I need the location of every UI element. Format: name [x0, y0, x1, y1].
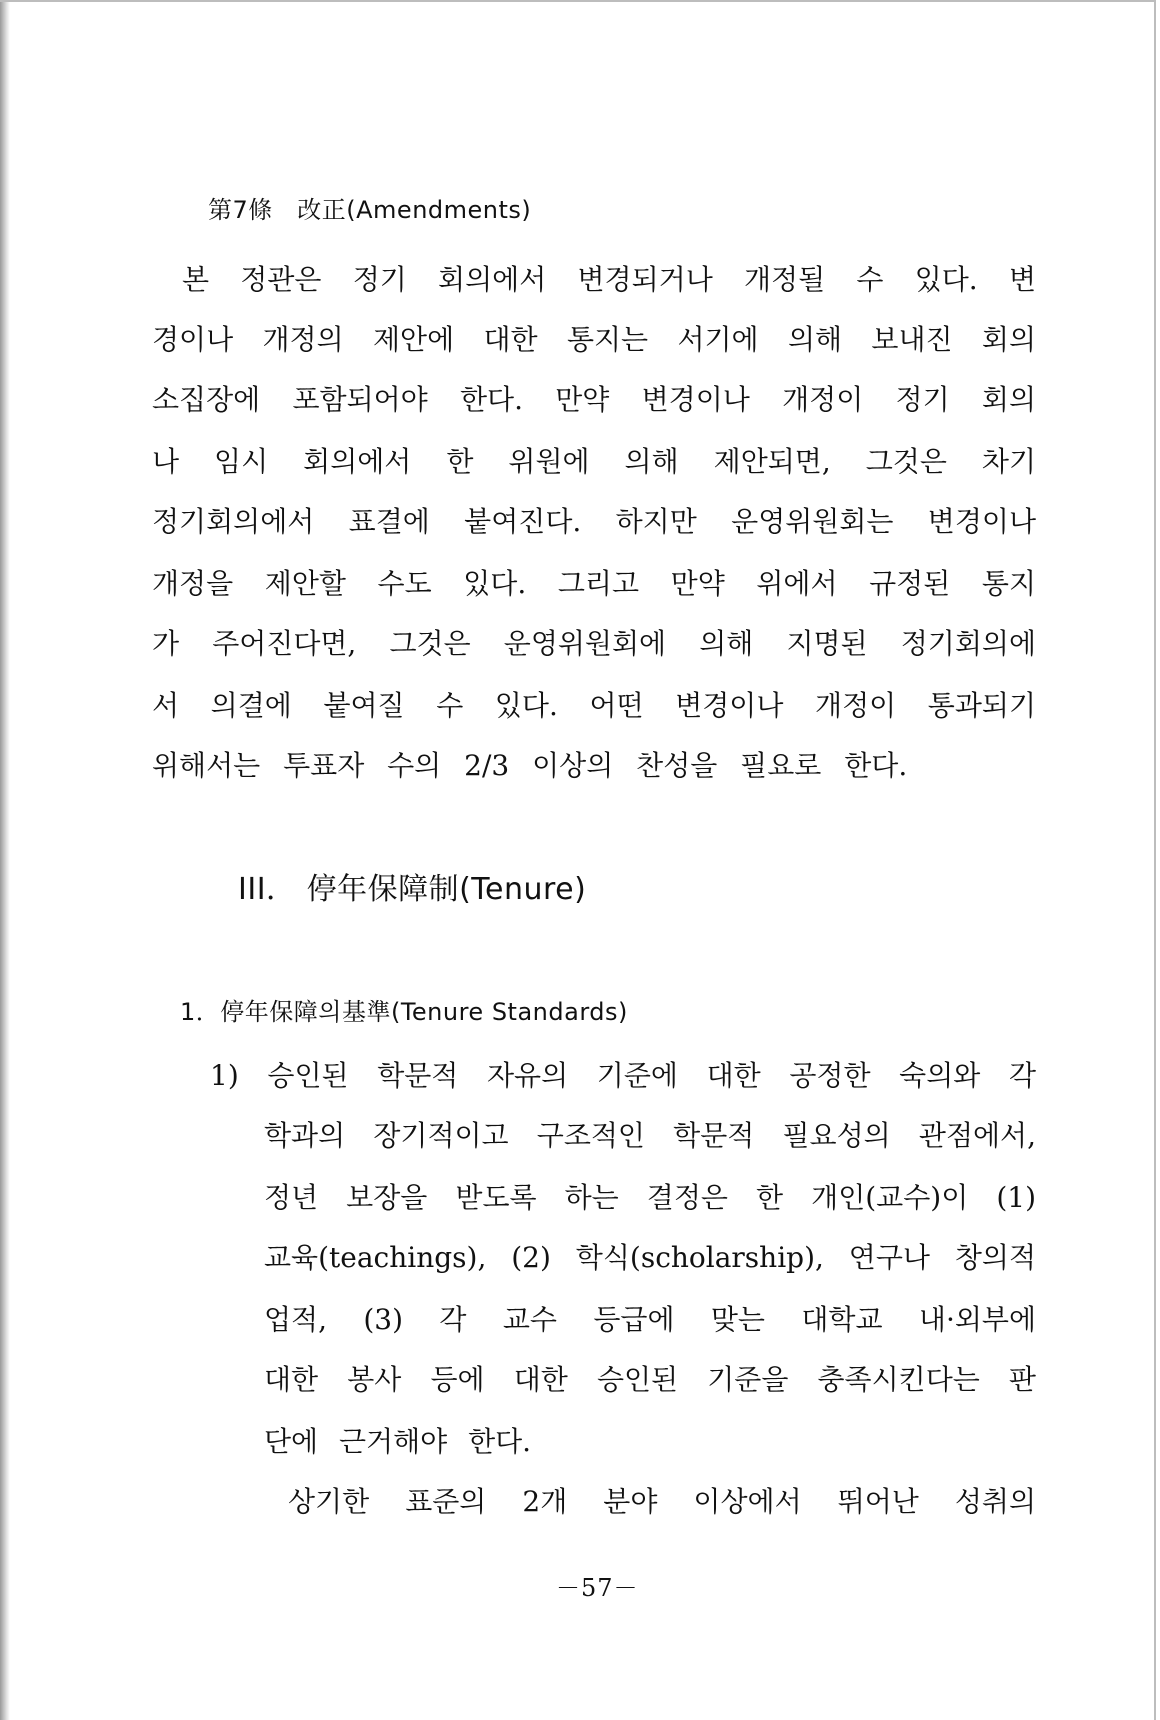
paragraph-line: 학과의 장기적이고 구조적인 학문적 필요성의 관점에서, — [264, 1119, 1036, 1152]
paragraph-line: 가 주어진다면, 그것은 운영위원회에 의해 지명된 정기회의에 — [152, 627, 1036, 660]
subsection-heading: 1．停年保障의基準(Tenure Standards) — [180, 998, 628, 1026]
paragraph-line: 정년 보장을 받도록 하는 결정은 한 개인(교수)이 (1) — [264, 1181, 1036, 1214]
paragraph-line: 개정을 제안할 수도 있다. 그리고 만약 위에서 규정된 통지 — [152, 567, 1036, 600]
paragraph-line: 단에 근거해야 한다. — [264, 1425, 532, 1458]
paragraph-line: 정기회의에서 표결에 붙여진다. 하지만 운영위원회는 변경이나 — [152, 505, 1036, 538]
paragraph-line: 서 의결에 붙여질 수 있다. 어떤 변경이나 개정이 통과되기 — [152, 689, 1036, 722]
paragraph-line: 교육(teachings), (2) 학식(scholarship), 연구나 창의적 — [264, 1241, 1036, 1274]
paragraph-line: 나 임시 회의에서 한 위원에 의해 제안되면, 그것은 차기 — [152, 445, 1036, 478]
paragraph-line: 본 정관은 정기 회의에서 변경되거나 개정될 수 있다. 변 — [182, 263, 1036, 296]
paragraph-line: 소집장에 포함되어야 한다. 만약 변경이나 개정이 정기 회의 — [152, 383, 1036, 416]
paragraph-line: 1) 승인된 학문적 자유의 기준에 대한 공정한 숙의와 각 — [210, 1059, 1036, 1092]
paragraph-line: 위해서는 투표자 수의 2/3 이상의 찬성을 필요로 한다. — [152, 749, 908, 782]
section-heading: III． 停年保障制(Tenure) — [238, 872, 587, 907]
page-number: －57－ — [556, 1574, 639, 1602]
paragraph-line: 대한 봉사 등에 대한 승인된 기준을 충족시킨다는 판 — [264, 1363, 1036, 1396]
article-heading: 第7條 改正(Amendments) — [208, 196, 532, 224]
paragraph-line: 업적, (3) 각 교수 등급에 맞는 대학교 내·외부에 — [264, 1303, 1036, 1336]
continuation-line: 상기한 표준의 2개 분야 이상에서 뛰어난 성취의 — [288, 1485, 1036, 1518]
paragraph-line: 경이나 개정의 제안에 대한 통지는 서기에 의해 보내진 회의 — [152, 323, 1036, 356]
